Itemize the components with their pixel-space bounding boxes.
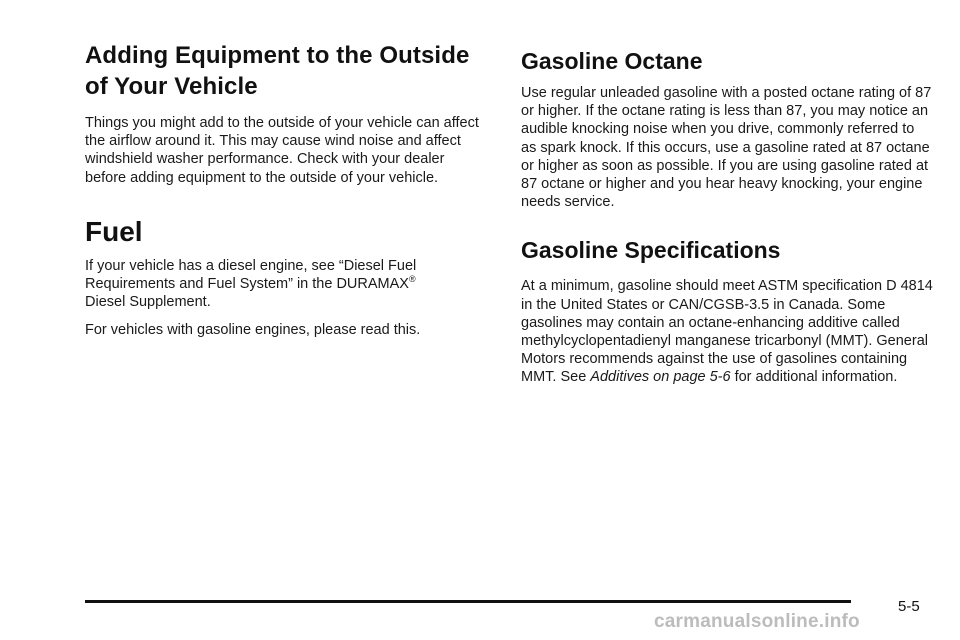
heading-fuel: Fuel xyxy=(85,215,143,247)
paragraph-fuel-diesel-end: Diesel Supplement. xyxy=(85,294,211,311)
paragraph-fuel-diesel xyxy=(85,257,480,312)
watermark: carmanualsonline.info xyxy=(654,611,860,632)
left-column xyxy=(85,40,480,340)
paragraph-spec-end: for additional information. xyxy=(730,369,898,386)
registered-mark: ® xyxy=(408,274,416,285)
paragraph-gasoline-octane: Use regular unleaded gasoline with a posted octane rating of 87 or higher. If the octane rating is less than 87, you may notice an audible knocking noise when you drive, commonly referred to as spark knock. If this occurs, use a gasoline rated at 87 octane or higher as soon as possible. If you are using gasoline rated at 87 octane or higher and you hear heavy knocking, your engine needs service. xyxy=(521,85,932,211)
paragraph-adding-equipment: Things you might add to the outside of your vehicle can affect the airflow around it. This may cause wind noise and affect windshield washer performance. Check with your dealer before adding equipment to the outside of your vehicle. xyxy=(85,115,479,186)
heading-gasoline-octane: Gasoline Octane xyxy=(521,48,703,74)
paragraph-gasoline-specifications xyxy=(521,277,933,386)
paragraph-fuel-gasoline: For vehicles with gasoline engines, please read this. xyxy=(85,322,421,339)
paragraph-fuel-diesel-text: If your vehicle has a diesel engine, see “Diesel Fuel Requirements and Fuel System” in the DURAMAX xyxy=(85,257,417,293)
page-number: 5-5 xyxy=(898,598,920,615)
right-column xyxy=(521,40,933,387)
additives-page-reference: Additives on page 5-6 xyxy=(590,369,731,386)
footer-rule xyxy=(85,600,851,603)
paragraph-spec-text: At a minimum, gasoline should meet ASTM specification D 4814 in the United States or CAN/CGSB-3.5 in Canada. Some gasolines may contain an octane-enhancing additive called methylcyclopentadienyl manganese tricarbonyl (MMT). General Motors recommends against the use of gasolines containing MMT. See xyxy=(521,278,933,386)
heading-adding-equipment: Adding Equipment to the Outside of Your Vehicle xyxy=(85,42,470,100)
heading-gasoline-specifications: Gasoline Specifications xyxy=(521,237,781,264)
